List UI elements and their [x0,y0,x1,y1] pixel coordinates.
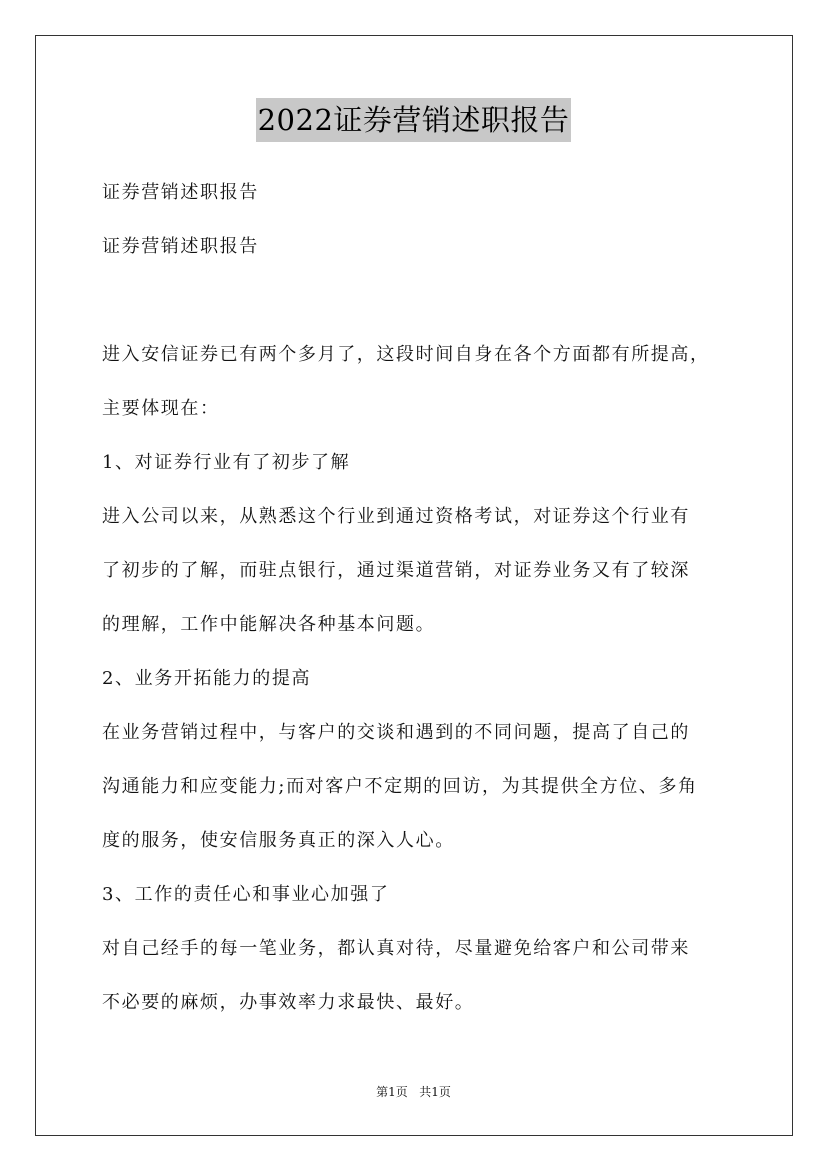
subheading-2: 证券营销述职报告 [102,236,259,257]
paragraph-line: 的理解，工作中能解决各种基本问题。 [102,614,436,635]
paragraph-line: 了初步的了解，而驻点银行，通过渠道营销，对证券业务又有了较深 [102,560,690,581]
section-heading-3: 3、工作的责任心和事业心加强了 [102,884,390,905]
paragraph-line: 度的服务，使安信服务真正的深入人心。 [102,830,455,851]
paragraph-line: 不必要的麻烦，办事效率力求最快、最好。 [102,992,475,1013]
paragraph-line: 沟通能力和应变能力;而对客户不定期的回访，为其提供全方位、多角 [102,776,698,797]
page-footer [0,1083,827,1101]
document-title: 2022证券营销述职报告 [256,98,572,142]
paragraph-line: 在业务营销过程中，与客户的交谈和遇到的不同问题，提高了自己的 [102,722,690,743]
page-number: 第1页 [376,1085,408,1099]
paragraph-line: 进入公司以来，从熟悉这个行业到通过资格考试，对证券这个行业有 [102,506,690,527]
total-pages: 共1页 [419,1085,451,1099]
paragraph-line: 对自己经手的每一笔业务，都认真对待，尽量避免给客户和公司带来 [102,938,690,959]
section-heading-1: 1、对证券行业有了初步了解 [102,452,351,473]
subheading-1: 证券营销述职报告 [102,182,259,203]
paragraph-line: 进入安信证券已有两个多月了，这段时间自身在各个方面都有所提高， [102,344,710,365]
title-wrap [0,98,827,142]
paragraph-line: 主要体现在： [102,398,220,419]
section-heading-2: 2、业务开拓能力的提高 [102,668,312,689]
